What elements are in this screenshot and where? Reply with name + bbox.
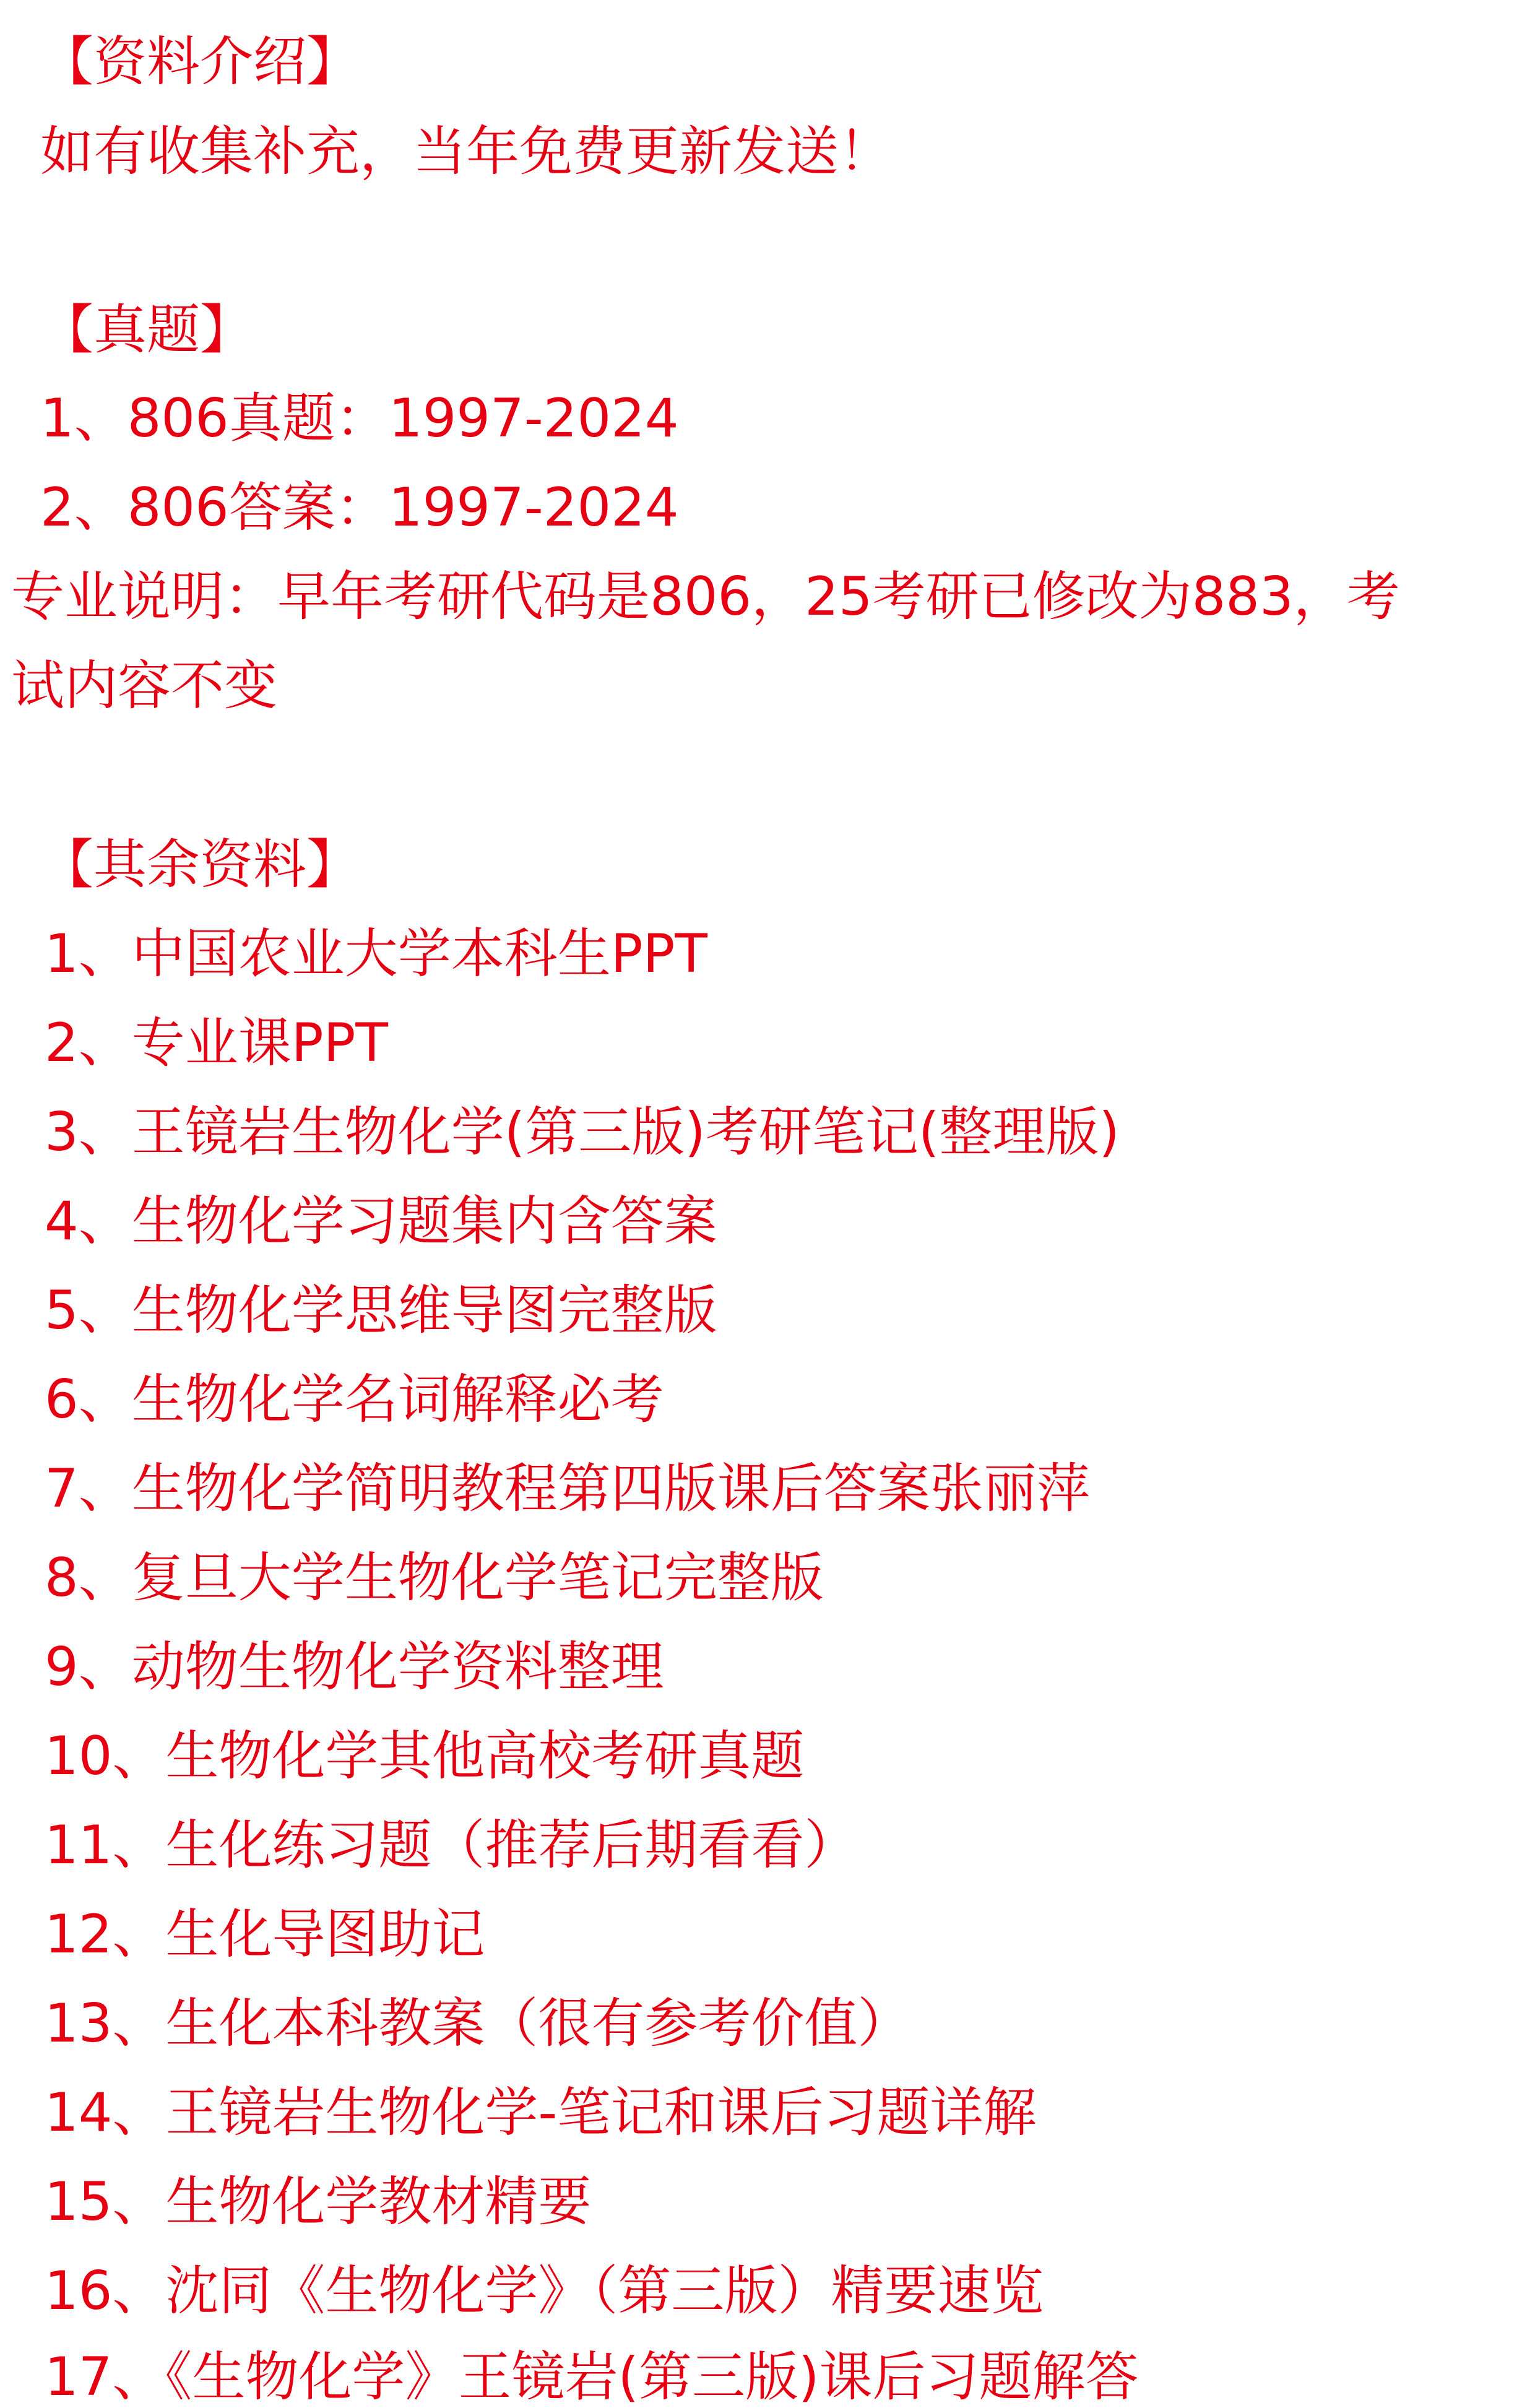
real-exams-item: 1、806真题：1997-2024 [40, 388, 679, 449]
material-list-item: 16、沈同《生物化学》（第三版）精要速览 [45, 2260, 1044, 2322]
intro-text: 如有收集补充，当年免费更新发送！ [40, 121, 892, 183]
material-list-item: 6、生物化学名词解释必考 [45, 1369, 664, 1431]
material-list-item: 8、复旦大学生物化学笔记完整版 [45, 1547, 824, 1609]
material-list-item: 7、生物化学简明教程第四版课后答案张丽萍 [45, 1458, 1090, 1520]
material-list-item: 13、生化本科教案（很有参考价值） [45, 1993, 911, 2055]
material-list-item: 15、生物化学教材精要 [45, 2171, 592, 2233]
material-list-item: 17、《生物化学》王镜岩(第三版)课后习题解答 [45, 2346, 1139, 2408]
material-list-item: 5、生物化学思维导图完整版 [45, 1280, 717, 1341]
material-list-item: 10、生物化学其他高校考研真题 [45, 1725, 805, 1787]
material-list-item: 2、专业课PPT [45, 1012, 388, 1074]
material-list-item: 1、中国农业大学本科生PPT [45, 923, 707, 985]
material-list-item: 12、生化导图助记 [45, 1903, 485, 1965]
major-note-line1: 专业说明：早年考研代码是806，25考研已修改为883，考 [11, 566, 1400, 628]
real-exams-item: 2、806答案：1997-2024 [40, 477, 679, 539]
intro-heading: 【资料介绍】 [40, 31, 360, 93]
other-materials-heading: 【其余资料】 [40, 834, 360, 896]
material-list-item: 9、动物生物化学资料整理 [45, 1636, 664, 1698]
material-list-item: 3、王镜岩生物化学(第三版)考研笔记(整理版) [45, 1101, 1120, 1163]
major-note-line2: 试内容不变 [11, 655, 277, 717]
material-list-item: 14、王镜岩生物化学-笔记和课后习题详解 [45, 2082, 1037, 2144]
real-exams-heading: 【真题】 [40, 299, 253, 361]
material-list-item: 11、生化练习题（推荐后期看看） [45, 1814, 858, 1876]
material-list-item: 4、生物化学习题集内含答案 [45, 1190, 717, 1252]
